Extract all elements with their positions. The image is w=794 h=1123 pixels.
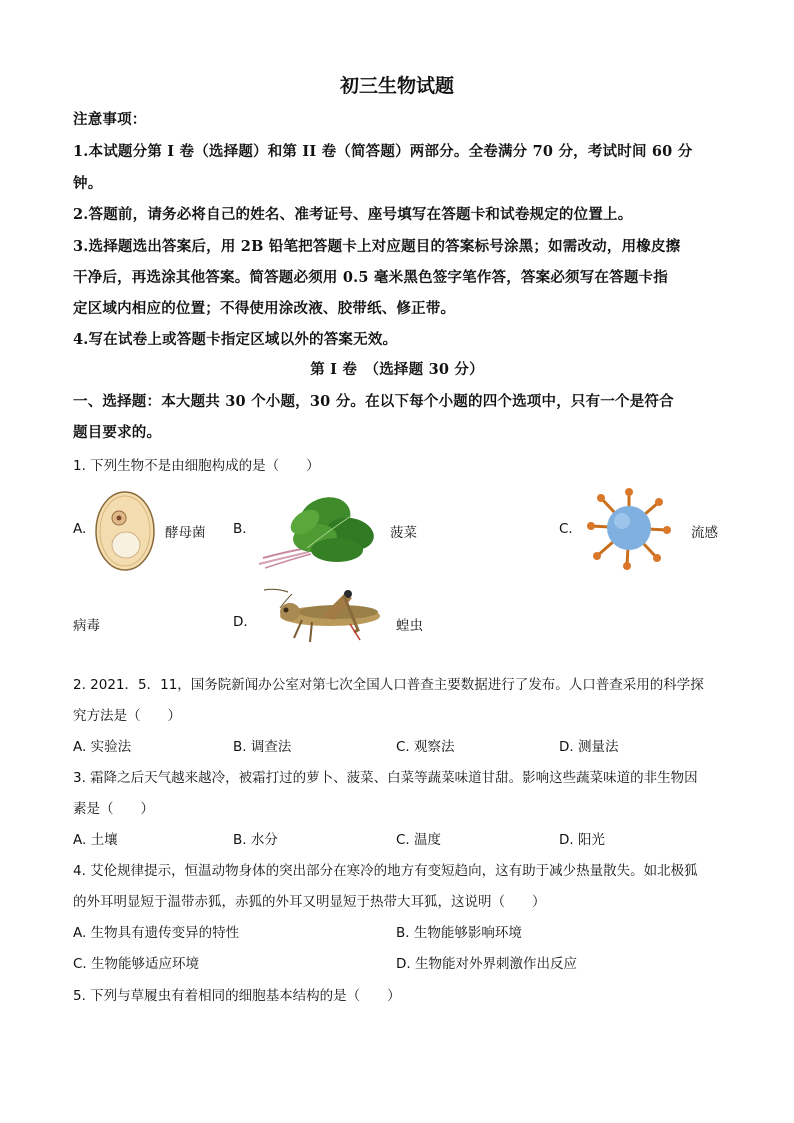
notice-line: 3.选择题选出答案后，用 2B 铅笔把答题卡上对应题目的答案标号涂黑；如需改动，用橡皮擦: [73, 238, 681, 255]
option-b-name: 菠菜: [390, 525, 417, 541]
question-2-line: 究方法是（ ）: [73, 708, 181, 724]
question-4-line: 4. 艾伦规律提示，恒温动物身体的突出部分在寒冷的地方有变短趋向，这有助于减少热量散失。如北极狐: [73, 863, 698, 879]
q3-option-c: C. 温度: [396, 832, 442, 848]
question-1-stem: 1. 下列生物不是由细胞构成的是（ ）: [73, 458, 320, 474]
q4-option-a: A. 生物具有遗传变异的特性: [73, 925, 240, 941]
q4-option-d: D. 生物能对外界刺激作出反应: [396, 956, 577, 972]
notice-line: 1.本试题分第 I 卷（选择题）和第 II 卷（简答题）两部分。全卷满分 70 分，考试时间 60 分: [73, 143, 693, 160]
spinach-image: [255, 488, 377, 572]
q4-option-c: C. 生物能够适应环境: [73, 956, 200, 972]
influenza-virus-image: [587, 486, 671, 570]
section-instruction: 题目要求的。: [73, 424, 162, 441]
yeast-cell-image: [94, 490, 156, 572]
page-title: 初三生物试题: [339, 75, 454, 97]
question-2-line: 2. 2021．5．11，国务院新闻办公室对第七次全国人口普查主要数据进行了发布。人口普查采用的科学探: [73, 677, 704, 693]
notice-heading: 注意事项：: [73, 111, 147, 128]
locust-image: [258, 586, 384, 644]
notice-line: 4.写在试卷上或答题卡指定区域以外的答案无效。: [73, 331, 398, 348]
notice-line: 钟。: [73, 175, 103, 192]
option-b-letter: B.: [233, 521, 247, 537]
q3-option-a: A. 土壤: [73, 832, 118, 848]
option-d-name: 蝗虫: [396, 618, 423, 634]
question-3-line: 3. 霜降之后天气越来越冷，被霜打过的萝卜、菠菜、白菜等蔬菜味道甘甜。影响这些蔬菜味道的非生物因: [73, 770, 698, 786]
q3-option-d: D. 阳光: [559, 832, 605, 848]
notice-line: 定区域内相应的位置；不得使用涂改液、胶带纸、修正带。: [73, 300, 456, 317]
q3-option-b: B. 水分: [233, 832, 278, 848]
option-d-letter: D.: [233, 614, 248, 630]
option-c-name: 流感: [691, 525, 718, 541]
section-heading: 第 I 卷 （选择题 30 分）: [310, 361, 484, 378]
section-instruction: 一、选择题：本大题共 30 个小题，30 分。在以下每个小题的四个选项中，只有一个是符合: [73, 393, 674, 410]
q2-option-c: C. 观察法: [396, 739, 455, 755]
q2-option-d: D. 测量法: [559, 739, 619, 755]
q2-option-b: B. 调查法: [233, 739, 292, 755]
q2-option-a: A. 实验法: [73, 739, 132, 755]
q4-option-b: B. 生物能够影响环境: [396, 925, 522, 941]
question-3-line: 素是（ ）: [73, 801, 154, 817]
notice-line: 2.答题前，请务必将自己的姓名、准考证号、座号填写在答题卡和试卷规定的位置上。: [73, 206, 633, 223]
option-a-name: 酵母菌: [165, 525, 206, 541]
question-4-line: 的外耳明显短于温带赤狐，赤狐的外耳又明显短于热带大耳狐，这说明（ ）: [73, 894, 546, 910]
option-c-name-wrap: 病毒: [73, 618, 100, 634]
option-c-letter: C.: [559, 521, 573, 537]
question-5-stem: 5. 下列与草履虫有着相同的细胞基本结构的是（ ）: [73, 988, 401, 1004]
option-a-letter: A.: [73, 521, 87, 537]
notice-line: 干净后，再选涂其他答案。简答题必须用 0.5 毫米黑色签字笔作答，答案必须写在答题卡指: [73, 269, 668, 286]
